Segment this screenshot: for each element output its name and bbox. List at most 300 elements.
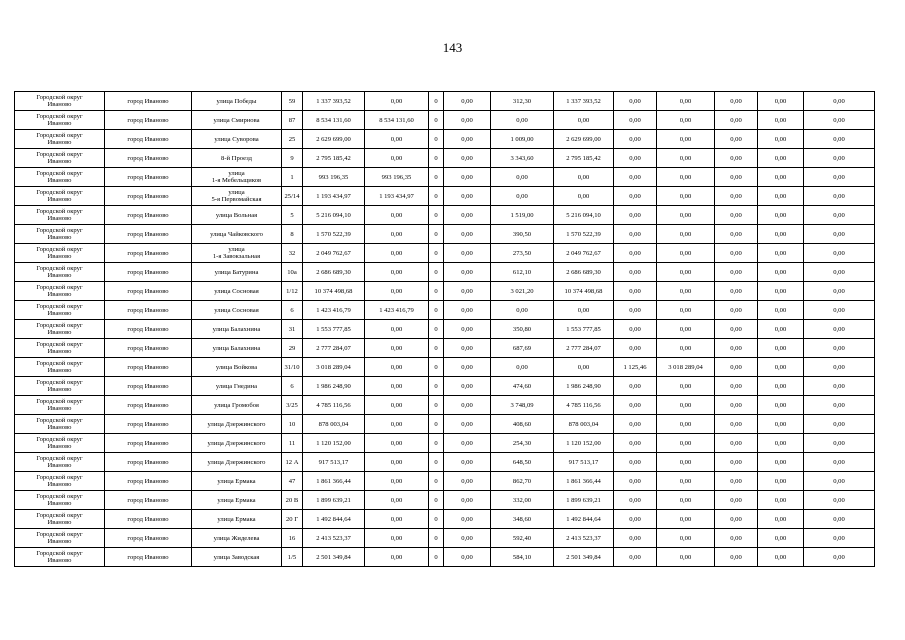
cost-cell: 5 216 094,10 [554,206,614,225]
house-number-cell: 32 [282,244,303,263]
col-12-cell: 0,00 [657,206,715,225]
area-cell: 390,50 [491,225,554,244]
col-13-cell: 0,00 [715,529,758,548]
col-7-cell: 0 [429,206,444,225]
col-7-cell: 0 [429,130,444,149]
area-cell: 3 021,20 [491,282,554,301]
col-13-cell: 0,00 [715,548,758,567]
col-15-cell: 0,00 [804,339,875,358]
col-7-cell: 0 [429,282,444,301]
municipality-cell: Городской округ Иваново [15,206,105,225]
table-row [15,510,875,529]
total-cost-cell: 1 861 366,44 [303,472,365,491]
col-8-cell: 0,00 [444,472,491,491]
cost-cell: 0,00 [554,358,614,377]
col-15-cell: 0,00 [804,415,875,434]
table-row [15,263,875,282]
col-12-cell: 0,00 [657,244,715,263]
municipality-cell: Городской округ Иваново [15,168,105,187]
house-number-cell: 10а [282,263,303,282]
house-number-cell: 9 [282,149,303,168]
municipality-cell: Городской округ Иваново [15,187,105,206]
house-number-cell: 10 [282,415,303,434]
col-12-cell: 0,00 [657,263,715,282]
col-12-cell: 0,00 [657,548,715,567]
col-14-cell: 0,00 [758,130,804,149]
col-12-cell: 0,00 [657,130,715,149]
municipality-cell: Городской округ Иваново [15,434,105,453]
col-11-cell: 0,00 [614,377,657,396]
house-number-cell: 47 [282,472,303,491]
municipality-cell: Городской округ Иваново [15,453,105,472]
col-8-cell: 0,00 [444,92,491,111]
cost-cell: 1 986 248,90 [554,377,614,396]
col-6-cell: 0,00 [365,491,429,510]
table-row [15,206,875,225]
municipality-cell: Городской округ Иваново [15,320,105,339]
house-number-cell: 1 [282,168,303,187]
col-6-cell: 0,00 [365,282,429,301]
col-6-cell: 0,00 [365,396,429,415]
col-6-cell: 0,00 [365,130,429,149]
municipality-cell: Городской округ Иваново [15,149,105,168]
col-12-cell: 0,00 [657,225,715,244]
total-cost-cell: 1 120 152,00 [303,434,365,453]
total-cost-cell: 1 899 639,21 [303,491,365,510]
col-6-cell: 1 423 416,79 [365,301,429,320]
total-cost-cell: 2 413 523,37 [303,529,365,548]
total-cost-cell: 1 337 393,52 [303,92,365,111]
col-15-cell: 0,00 [804,282,875,301]
house-number-cell: 59 [282,92,303,111]
col-8-cell: 0,00 [444,358,491,377]
municipality-cell: Городской округ Иваново [15,339,105,358]
col-6-cell: 0,00 [365,92,429,111]
col-8-cell: 0,00 [444,149,491,168]
col-11-cell: 0,00 [614,168,657,187]
col-14-cell: 0,00 [758,434,804,453]
col-13-cell: 0,00 [715,282,758,301]
col-15-cell: 0,00 [804,472,875,491]
total-cost-cell: 2 049 762,67 [303,244,365,263]
municipality-cell: Городской округ Иваново [15,377,105,396]
table-row [15,282,875,301]
col-6-cell: 0,00 [365,510,429,529]
total-cost-cell: 917 513,17 [303,453,365,472]
municipality-cell: Городской округ Иваново [15,491,105,510]
area-cell: 0,00 [491,187,554,206]
col-13-cell: 0,00 [715,244,758,263]
col-8-cell: 0,00 [444,510,491,529]
table-row [15,377,875,396]
cost-cell: 1 337 393,52 [554,92,614,111]
col-15-cell: 0,00 [804,396,875,415]
street-cell: улица Дзержинского [192,453,282,472]
street-cell: улица Ермака [192,472,282,491]
col-13-cell: 0,00 [715,187,758,206]
table-body [15,92,875,567]
col-6-cell: 0,00 [365,358,429,377]
col-6-cell: 0,00 [365,244,429,263]
col-8-cell: 0,00 [444,548,491,567]
col-12-cell: 0,00 [657,472,715,491]
cost-cell: 1 899 639,21 [554,491,614,510]
col-6-cell: 0,00 [365,225,429,244]
street-cell: улица Ермака [192,510,282,529]
col-12-cell: 0,00 [657,187,715,206]
settlement-cell: город Иваново [105,282,192,301]
settlement-cell: город Иваново [105,510,192,529]
cost-cell: 1 570 522,39 [554,225,614,244]
col-13-cell: 0,00 [715,396,758,415]
col-11-cell: 0,00 [614,529,657,548]
municipality-cell: Городской округ Иваново [15,225,105,244]
total-cost-cell: 1 423 416,79 [303,301,365,320]
col-13-cell: 0,00 [715,263,758,282]
total-cost-cell: 1 986 248,90 [303,377,365,396]
col-15-cell: 0,00 [804,263,875,282]
total-cost-cell: 2 629 699,00 [303,130,365,149]
col-11-cell: 0,00 [614,225,657,244]
col-7-cell: 0 [429,472,444,491]
col-8-cell: 0,00 [444,130,491,149]
col-8-cell: 0,00 [444,415,491,434]
page-number: 143 [442,40,463,55]
area-cell: 592,40 [491,529,554,548]
street-cell: 8-й Проезд [192,149,282,168]
col-13-cell: 0,00 [715,491,758,510]
col-11-cell: 0,00 [614,510,657,529]
settlement-cell: город Иваново [105,472,192,491]
total-cost-cell: 8 534 131,60 [303,111,365,130]
col-14-cell: 0,00 [758,111,804,130]
col-6-cell: 0,00 [365,206,429,225]
settlement-cell: город Иваново [105,168,192,187]
col-12-cell: 3 018 289,04 [657,358,715,377]
house-number-cell: 25 [282,130,303,149]
table-row [15,358,875,377]
total-cost-cell: 5 216 094,10 [303,206,365,225]
table-row [15,187,875,206]
street-cell: улица Балахнина [192,339,282,358]
col-14-cell: 0,00 [758,529,804,548]
col-6-cell: 0,00 [365,434,429,453]
col-11-cell: 0,00 [614,92,657,111]
col-7-cell: 0 [429,358,444,377]
settlement-cell: город Иваново [105,301,192,320]
table-row [15,92,875,111]
col-13-cell: 0,00 [715,301,758,320]
table-row [15,339,875,358]
col-11-cell: 0,00 [614,282,657,301]
area-cell: 1 009,00 [491,130,554,149]
col-8-cell: 0,00 [444,453,491,472]
cost-cell: 0,00 [554,187,614,206]
area-cell: 1 519,00 [491,206,554,225]
col-15-cell: 0,00 [804,434,875,453]
col-8-cell: 0,00 [444,339,491,358]
settlement-cell: город Иваново [105,130,192,149]
settlement-cell: город Иваново [105,263,192,282]
settlement-cell: город Иваново [105,339,192,358]
total-cost-cell: 1 492 844,64 [303,510,365,529]
table-row [15,320,875,339]
settlement-cell: город Иваново [105,320,192,339]
col-11-cell: 0,00 [614,339,657,358]
table-row [15,434,875,453]
col-8-cell: 0,00 [444,301,491,320]
col-6-cell: 0,00 [365,529,429,548]
table-row [15,415,875,434]
municipality-cell: Городской округ Иваново [15,130,105,149]
street-cell: улица Вольная [192,206,282,225]
area-cell: 0,00 [491,168,554,187]
col-15-cell: 0,00 [804,453,875,472]
cost-cell: 2 049 762,67 [554,244,614,263]
col-7-cell: 0 [429,320,444,339]
col-14-cell: 0,00 [758,282,804,301]
col-7-cell: 0 [429,111,444,130]
col-14-cell: 0,00 [758,491,804,510]
col-14-cell: 0,00 [758,225,804,244]
col-13-cell: 0,00 [715,206,758,225]
col-11-cell: 0,00 [614,548,657,567]
street-cell: улица Балахнина [192,320,282,339]
total-cost-cell: 878 003,04 [303,415,365,434]
area-cell: 862,70 [491,472,554,491]
col-11-cell: 0,00 [614,434,657,453]
total-cost-cell: 1 570 522,39 [303,225,365,244]
col-13-cell: 0,00 [715,149,758,168]
col-14-cell: 0,00 [758,92,804,111]
col-14-cell: 0,00 [758,301,804,320]
col-12-cell: 0,00 [657,510,715,529]
municipality-cell: Городской округ Иваново [15,263,105,282]
col-14-cell: 0,00 [758,149,804,168]
house-number-cell: 11 [282,434,303,453]
col-6-cell: 0,00 [365,453,429,472]
col-11-cell: 0,00 [614,187,657,206]
col-8-cell: 0,00 [444,282,491,301]
house-number-cell: 29 [282,339,303,358]
col-6-cell: 0,00 [365,263,429,282]
table-row [15,301,875,320]
area-cell: 3 748,09 [491,396,554,415]
settlement-cell: город Иваново [105,225,192,244]
col-14-cell: 0,00 [758,320,804,339]
street-cell: улица 1-я Мебельщиков [192,168,282,187]
col-15-cell: 0,00 [804,92,875,111]
cost-cell: 10 374 498,68 [554,282,614,301]
settlement-cell: город Иваново [105,453,192,472]
col-6-cell: 0,00 [365,377,429,396]
cost-cell: 1 120 152,00 [554,434,614,453]
municipality-cell: Городской округ Иваново [15,415,105,434]
col-15-cell: 0,00 [804,548,875,567]
col-7-cell: 0 [429,434,444,453]
total-cost-cell: 1 553 777,85 [303,320,365,339]
street-cell: улица Гнедина [192,377,282,396]
area-cell: 408,60 [491,415,554,434]
total-cost-cell: 3 018 289,04 [303,358,365,377]
area-cell: 3 343,60 [491,149,554,168]
col-12-cell: 0,00 [657,453,715,472]
settlement-cell: город Иваново [105,396,192,415]
municipality-cell: Городской округ Иваново [15,111,105,130]
col-11-cell: 0,00 [614,111,657,130]
col-8-cell: 0,00 [444,111,491,130]
house-number-cell: 1/5 [282,548,303,567]
settlement-cell: город Иваново [105,244,192,263]
col-11-cell: 0,00 [614,263,657,282]
house-number-cell: 31 [282,320,303,339]
col-13-cell: 0,00 [715,510,758,529]
col-13-cell: 0,00 [715,377,758,396]
cost-cell: 1 861 366,44 [554,472,614,491]
col-15-cell: 0,00 [804,358,875,377]
street-cell: улица Жиделева [192,529,282,548]
house-number-cell: 6 [282,377,303,396]
settlement-cell: город Иваново [105,491,192,510]
cost-cell: 2 413 523,37 [554,529,614,548]
house-number-cell: 6 [282,301,303,320]
col-7-cell: 0 [429,301,444,320]
street-cell: улица 5-я Первомайская [192,187,282,206]
cost-cell: 4 785 116,56 [554,396,614,415]
area-cell: 474,60 [491,377,554,396]
col-6-cell: 0,00 [365,548,429,567]
municipality-cell: Городской округ Иваново [15,358,105,377]
total-cost-cell: 2 501 349,84 [303,548,365,567]
col-11-cell: 0,00 [614,320,657,339]
col-7-cell: 0 [429,453,444,472]
total-cost-cell: 10 374 498,68 [303,282,365,301]
col-8-cell: 0,00 [444,377,491,396]
col-14-cell: 0,00 [758,263,804,282]
col-6-cell: 0,00 [365,472,429,491]
col-7-cell: 0 [429,92,444,111]
settlement-cell: город Иваново [105,415,192,434]
table-row [15,111,875,130]
col-6-cell: 0,00 [365,320,429,339]
cost-cell: 2 686 689,30 [554,263,614,282]
col-13-cell: 0,00 [715,92,758,111]
settlement-cell: город Иваново [105,206,192,225]
col-7-cell: 0 [429,339,444,358]
col-8-cell: 0,00 [444,434,491,453]
settlement-cell: город Иваново [105,548,192,567]
street-cell: улица Громобоя [192,396,282,415]
street-cell: улица Сосновая [192,301,282,320]
municipality-cell: Городской округ Иваново [15,510,105,529]
col-12-cell: 0,00 [657,149,715,168]
cost-cell: 878 003,04 [554,415,614,434]
area-cell: 254,30 [491,434,554,453]
area-cell: 348,60 [491,510,554,529]
settlement-cell: город Иваново [105,377,192,396]
col-13-cell: 0,00 [715,472,758,491]
col-7-cell: 0 [429,548,444,567]
street-cell: улица Победы [192,92,282,111]
col-7-cell: 0 [429,415,444,434]
col-13-cell: 0,00 [715,434,758,453]
table-row [15,149,875,168]
col-15-cell: 0,00 [804,149,875,168]
col-14-cell: 0,00 [758,168,804,187]
area-cell: 273,50 [491,244,554,263]
total-cost-cell: 2 795 185,42 [303,149,365,168]
table-row [15,453,875,472]
col-15-cell: 0,00 [804,301,875,320]
street-cell: улица Чайковского [192,225,282,244]
settlement-cell: город Иваново [105,111,192,130]
street-cell: улица Заводская [192,548,282,567]
col-14-cell: 0,00 [758,339,804,358]
total-cost-cell: 2 686 689,30 [303,263,365,282]
street-cell: улица Дзержинского [192,415,282,434]
col-12-cell: 0,00 [657,529,715,548]
area-cell: 648,50 [491,453,554,472]
col-12-cell: 0,00 [657,320,715,339]
col-15-cell: 0,00 [804,529,875,548]
col-14-cell: 0,00 [758,187,804,206]
table-row [15,472,875,491]
col-6-cell: 8 534 131,60 [365,111,429,130]
col-11-cell: 1 125,46 [614,358,657,377]
cost-cell: 1 492 844,64 [554,510,614,529]
col-14-cell: 0,00 [758,396,804,415]
total-cost-cell: 1 193 434,97 [303,187,365,206]
settlement-cell: город Иваново [105,529,192,548]
col-7-cell: 0 [429,168,444,187]
street-cell: улица Дзержинского [192,434,282,453]
col-14-cell: 0,00 [758,548,804,567]
col-14-cell: 0,00 [758,358,804,377]
col-7-cell: 0 [429,510,444,529]
col-13-cell: 0,00 [715,453,758,472]
col-6-cell: 0,00 [365,415,429,434]
col-11-cell: 0,00 [614,244,657,263]
settlement-cell: город Иваново [105,358,192,377]
cost-cell: 0,00 [554,168,614,187]
area-cell: 0,00 [491,358,554,377]
col-13-cell: 0,00 [715,320,758,339]
municipality-cell: Городской округ Иваново [15,92,105,111]
house-number-cell: 8 [282,225,303,244]
cost-cell: 2 629 699,00 [554,130,614,149]
municipality-cell: Городской округ Иваново [15,548,105,567]
col-13-cell: 0,00 [715,168,758,187]
house-number-cell: 31/10 [282,358,303,377]
col-12-cell: 0,00 [657,111,715,130]
col-7-cell: 0 [429,244,444,263]
col-6-cell: 0,00 [365,149,429,168]
table-row [15,130,875,149]
col-8-cell: 0,00 [444,244,491,263]
table-row [15,491,875,510]
col-8-cell: 0,00 [444,396,491,415]
total-cost-cell: 993 196,35 [303,168,365,187]
col-8-cell: 0,00 [444,187,491,206]
col-12-cell: 0,00 [657,396,715,415]
house-number-cell: 1/12 [282,282,303,301]
col-14-cell: 0,00 [758,244,804,263]
street-cell: улица Смирнова [192,111,282,130]
total-cost-cell: 2 777 284,07 [303,339,365,358]
col-15-cell: 0,00 [804,491,875,510]
col-11-cell: 0,00 [614,415,657,434]
col-7-cell: 0 [429,377,444,396]
